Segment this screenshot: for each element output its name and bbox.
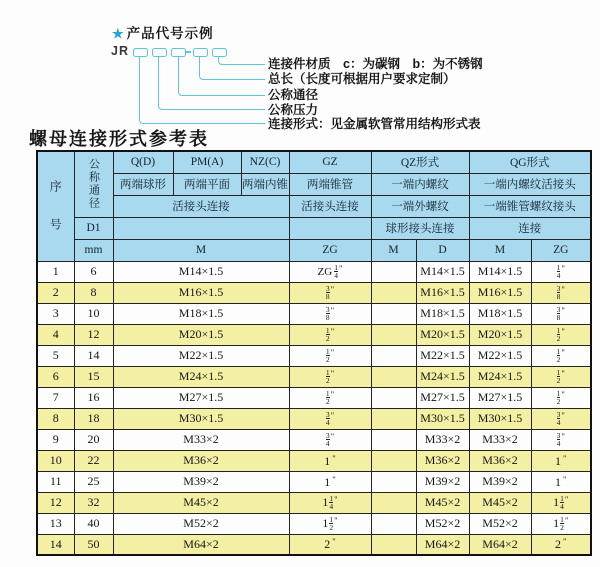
table-row: [37, 324, 591, 345]
qg-zg-cell: $\frac{3}{4}$ ": [531, 429, 591, 450]
qz-d-cell: M39×2: [416, 471, 469, 492]
dn-cell: 50: [74, 534, 113, 555]
product-code-example-text: 产品代号示例: [126, 26, 214, 41]
qz-m-cell: [371, 492, 416, 513]
header-m-merged: M: [113, 239, 289, 261]
table-row: [37, 492, 591, 513]
dn-cell: 22: [74, 450, 113, 471]
qz-d-cell: M14×1.5: [416, 261, 469, 282]
header-seq: 序号: [37, 151, 74, 261]
qg-zg-cell: $\frac{1}{4}$ ": [531, 261, 591, 282]
gz-cell: ZG $\frac{1}{4}$ ": [289, 261, 371, 282]
gz-cell: 1 ": [289, 471, 371, 492]
table-row: [37, 408, 591, 429]
m-cell: M16×1.5: [113, 282, 289, 303]
star-icon: ★: [112, 26, 125, 41]
header-col-gz: GZ: [289, 151, 371, 173]
qg-m-cell: M18×1.5: [469, 303, 531, 324]
seq-cell: 12: [37, 492, 74, 513]
dn-cell: 20: [74, 429, 113, 450]
m-cell: M45×2: [113, 492, 289, 513]
qz-d-cell: M64×2: [416, 534, 469, 555]
header-unit-mm: mm: [74, 239, 113, 261]
qg-zg-cell: $\frac{1}{2}$ ": [531, 345, 591, 366]
header-col-qz: QZ形式: [371, 151, 469, 173]
seq-cell: 5: [37, 345, 74, 366]
table-row: [37, 429, 591, 450]
header-col-qg: QG形式: [469, 151, 591, 173]
label-diameter: 公称通径: [268, 88, 319, 102]
header-q-sub: 两端球形: [113, 173, 173, 195]
seq-cell: 3: [37, 303, 74, 324]
header-blank-gz: [289, 217, 371, 239]
qz-m-cell: [371, 366, 416, 387]
m-cell: M24×1.5: [113, 366, 289, 387]
m-cell: M33×2: [113, 429, 289, 450]
seq-cell: 1: [37, 261, 74, 282]
gz-cell: 1 ": [289, 450, 371, 471]
dn-cell: 40: [74, 513, 113, 534]
qz-d-cell: M36×2: [416, 450, 469, 471]
header-qz-d: D: [416, 239, 469, 261]
header-qg-sub1: 一端内螺纹活接头: [469, 173, 591, 195]
qz-d-cell: M22×1.5: [416, 345, 469, 366]
qg-zg-cell: 1 ": [531, 471, 591, 492]
qg-zg-cell: 2 ": [531, 534, 591, 555]
seq-cell: 8: [37, 408, 74, 429]
m-cell: M27×1.5: [113, 387, 289, 408]
qz-m-cell: [371, 513, 416, 534]
table-row: [37, 261, 591, 282]
m-cell: M14×1.5: [113, 261, 289, 282]
qg-zg-cell: $\frac{1}{2}$ ": [531, 366, 591, 387]
qg-m-cell: M20×1.5: [469, 324, 531, 345]
seq-cell: 11: [37, 471, 74, 492]
dn-cell: 16: [74, 387, 113, 408]
table-row: [37, 513, 591, 534]
qg-m-cell: M30×1.5: [469, 408, 531, 429]
gz-cell: $\frac{1}{2}$ ": [289, 345, 371, 366]
header-qg-zg: ZG: [531, 239, 591, 261]
seq-cell: 14: [37, 534, 74, 555]
dn-cell: 10: [74, 303, 113, 324]
dn-cell: 25: [74, 471, 113, 492]
label-connection: 连接形式：见金属软管常用结构形式表: [268, 117, 481, 131]
header-gz-sub: 两端锥管: [289, 173, 371, 195]
dn-cell: 8: [74, 282, 113, 303]
gz-cell: $\frac{3}{8}$ ": [289, 282, 371, 303]
qz-d-cell: M20×1.5: [416, 324, 469, 345]
qz-m-cell: [371, 261, 416, 282]
m-cell: M64×2: [113, 534, 289, 555]
qz-d-cell: M16×1.5: [416, 282, 469, 303]
qg-m-cell: M33×2: [469, 429, 531, 450]
qg-zg-cell: $\frac{1}{2}$ ": [531, 324, 591, 345]
m-cell: M22×1.5: [113, 345, 289, 366]
qg-zg-cell: $\frac{3}{4}$ ": [531, 408, 591, 429]
table-row: [37, 471, 591, 492]
qz-d-cell: M45×2: [416, 492, 469, 513]
qg-zg-cell: $\frac{3}{8}$ ": [531, 282, 591, 303]
nut-connection-reference-table: [36, 150, 592, 556]
qg-m-cell: M14×1.5: [469, 261, 531, 282]
table-header: [37, 151, 591, 261]
header-qz-sub2: 一端外螺纹: [371, 195, 469, 217]
qz-m-cell: [371, 324, 416, 345]
header-col-q: Q(D): [113, 151, 173, 173]
gz-cell: 1 $\frac{1}{4}$ ": [289, 492, 371, 513]
qg-zg-cell: 1 $\frac{1}{4}$ ": [531, 492, 591, 513]
m-cell: M36×2: [113, 450, 289, 471]
header-d1: D1: [74, 217, 113, 239]
table-row: [37, 387, 591, 408]
seq-cell: 6: [37, 366, 74, 387]
header-col-nz: NZ(C): [241, 151, 289, 173]
header-qz-m: M: [371, 239, 416, 261]
qz-m-cell: [371, 450, 416, 471]
product-code-example-title: [112, 22, 214, 42]
dn-cell: 15: [74, 366, 113, 387]
qg-m-cell: M27×1.5: [469, 387, 531, 408]
gz-cell: $\frac{3}{8}$ ": [289, 303, 371, 324]
m-cell: M30×1.5: [113, 408, 289, 429]
qg-m-cell: M52×2: [469, 513, 531, 534]
header-gz-connection: 活接头连接: [289, 195, 371, 217]
header-zg: ZG: [289, 239, 371, 261]
table-row: [37, 366, 591, 387]
qg-m-cell: M24×1.5: [469, 366, 531, 387]
m-cell: M52×2: [113, 513, 289, 534]
gz-cell: $\frac{1}{2}$ ": [289, 387, 371, 408]
header-qg-m: M: [469, 239, 531, 261]
seq-cell: 10: [37, 450, 74, 471]
qg-m-cell: M16×1.5: [469, 282, 531, 303]
qz-m-cell: [371, 429, 416, 450]
qz-d-cell: M52×2: [416, 513, 469, 534]
reference-table-container: [36, 150, 592, 556]
qg-m-cell: M22×1.5: [469, 345, 531, 366]
qg-m-cell: M64×2: [469, 534, 531, 555]
qg-zg-cell: 1 ": [531, 450, 591, 471]
table-body: [37, 261, 591, 555]
qz-m-cell: [371, 471, 416, 492]
qg-m-cell: M36×2: [469, 450, 531, 471]
table-row: [37, 534, 591, 555]
header-union-connection: 活接头连接: [113, 195, 289, 217]
header-qg-sub3: 连接: [469, 217, 591, 239]
dn-cell: 14: [74, 345, 113, 366]
header-qz-sub3: 球形接头连接: [371, 217, 469, 239]
dn-cell: 18: [74, 408, 113, 429]
table-row: [37, 345, 591, 366]
seq-cell: 2: [37, 282, 74, 303]
gz-cell: 2 ": [289, 534, 371, 555]
header-nz-sub: 两端内锥: [241, 173, 289, 195]
qg-zg-cell: 1 $\frac{1}{2}$ ": [531, 513, 591, 534]
qz-m-cell: [371, 345, 416, 366]
table-title: 螺母连接形式参考表: [29, 129, 209, 149]
gz-cell: $\frac{1}{2}$ ": [289, 366, 371, 387]
dn-cell: 12: [74, 324, 113, 345]
qz-d-cell: M24×1.5: [416, 366, 469, 387]
connector-line-connection: [139, 56, 265, 124]
gz-cell: 1 $\frac{1}{2}$ ": [289, 513, 371, 534]
table-row: [37, 450, 591, 471]
qz-m-cell: [371, 282, 416, 303]
qz-d-cell: M27×1.5: [416, 387, 469, 408]
m-cell: M18×1.5: [113, 303, 289, 324]
dn-cell: 32: [74, 492, 113, 513]
table-row: [37, 282, 591, 303]
qz-d-cell: M18×1.5: [416, 303, 469, 324]
seq-cell: 4: [37, 324, 74, 345]
code-dash: [185, 51, 191, 53]
label-length: 总长（长度可根据用户要求定制）: [268, 72, 456, 86]
gz-cell: $\frac{1}{2}$ ": [289, 324, 371, 345]
header-col-pm: PM(A): [173, 151, 241, 173]
qz-m-cell: [371, 303, 416, 324]
header-qz-sub1: 一端内螺纹: [371, 173, 469, 195]
seq-cell: 13: [37, 513, 74, 534]
qz-d-cell: M30×1.5: [416, 408, 469, 429]
qg-zg-cell: $\frac{3}{8}$ ": [531, 303, 591, 324]
label-pressure: 公称压力: [268, 103, 319, 117]
product-code-prefix: JR: [111, 44, 129, 58]
qz-m-cell: [371, 387, 416, 408]
seq-cell: 9: [37, 429, 74, 450]
qg-m-cell: M39×2: [469, 471, 531, 492]
qz-m-cell: [371, 408, 416, 429]
header-qg-sub2: 一端锥管螺纹接头: [469, 195, 591, 217]
gz-cell: $\frac{3}{4}$ ": [289, 429, 371, 450]
qz-m-cell: [371, 534, 416, 555]
header-pm-sub: 两端平面: [173, 173, 241, 195]
header-blank-left: [113, 217, 289, 239]
qg-m-cell: M45×2: [469, 492, 531, 513]
label-material: 连接件材质 c：为碳钢 b：为不锈钢: [268, 57, 483, 71]
m-cell: M20×1.5: [113, 324, 289, 345]
header-nominal-diameter: 公称通径: [74, 151, 113, 217]
dn-cell: 6: [74, 261, 113, 282]
seq-cell: 7: [37, 387, 74, 408]
gz-cell: $\frac{3}{4}$ ": [289, 408, 371, 429]
m-cell: M39×2: [113, 471, 289, 492]
qg-zg-cell: $\frac{1}{2}$ ": [531, 387, 591, 408]
qz-d-cell: M33×2: [416, 429, 469, 450]
table-row: [37, 303, 591, 324]
